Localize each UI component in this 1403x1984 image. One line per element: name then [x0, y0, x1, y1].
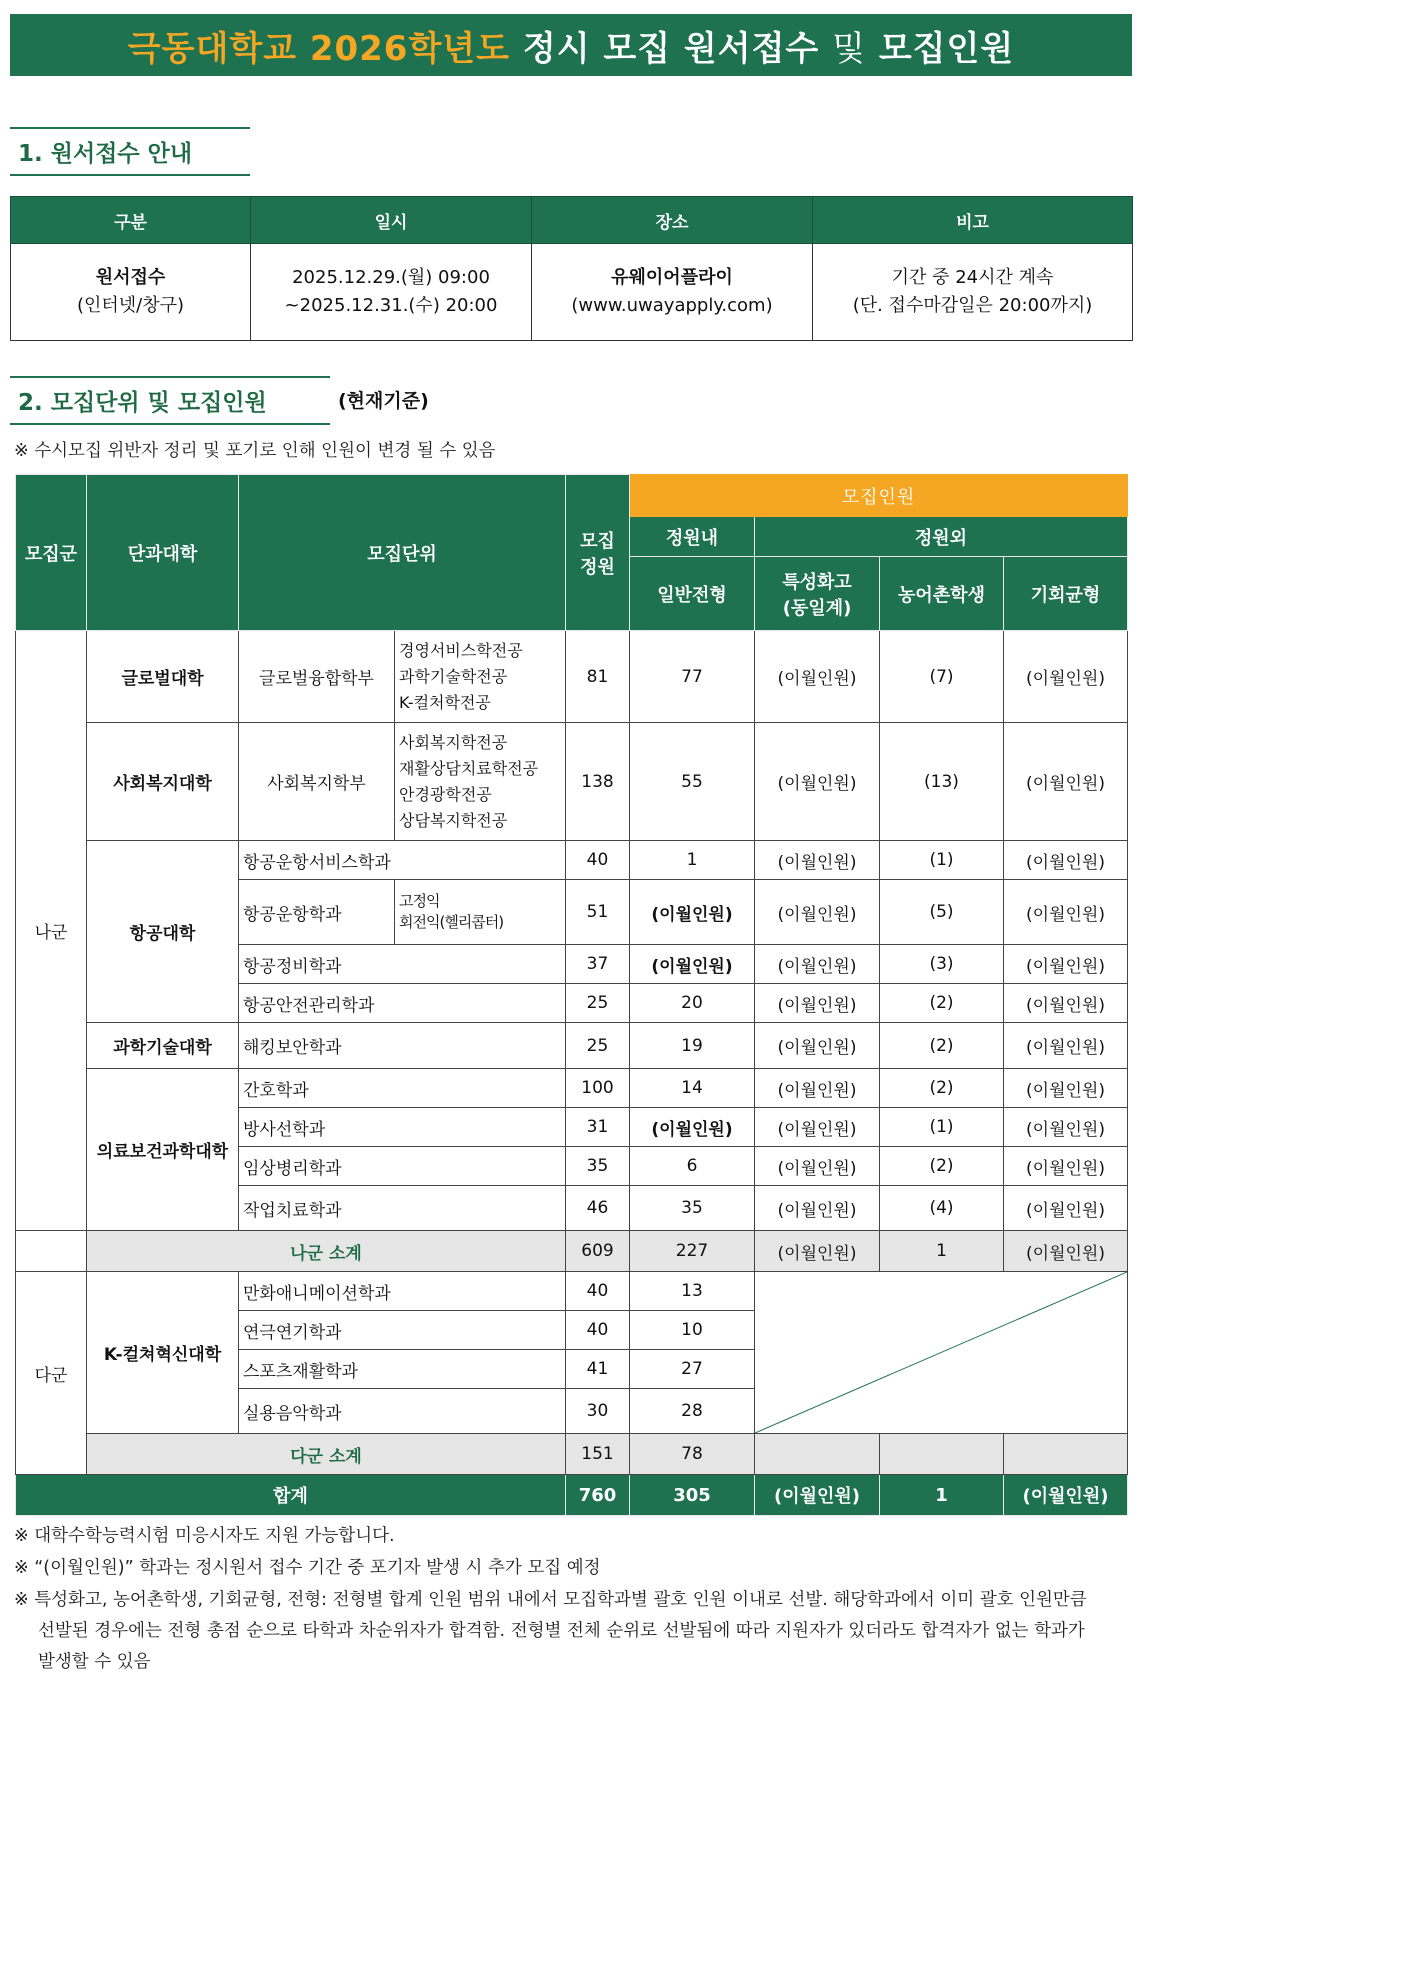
note-line2: (단. 접수마감일은 20:00까지) — [852, 295, 1093, 316]
major-item: 안경광학전공 — [399, 784, 492, 804]
equal-cell: (이월인원) — [1004, 1108, 1128, 1147]
unit-cell: 작업치료학과 — [239, 1186, 566, 1231]
group-da-cell: 다군 — [16, 1272, 87, 1475]
major-item: K-컬처학전공 — [399, 692, 491, 712]
equal-cell: (이월인원) — [1004, 1069, 1128, 1108]
header-special — [755, 557, 880, 631]
quota-cell: 760 — [566, 1475, 630, 1516]
special-cell: (이월인원) — [755, 1023, 880, 1069]
section1-title: 1. 원서접수 안내 — [10, 127, 250, 176]
header-recruit: 모집인원 — [630, 475, 1128, 517]
major-item: 고정익 — [399, 892, 440, 910]
banner-title-and: 및 — [832, 28, 866, 69]
quota-cell: 100 — [566, 1069, 630, 1108]
total-label: 합계 — [16, 1475, 566, 1516]
quota-cell: 40 — [566, 1311, 630, 1350]
rural-cell: (4) — [880, 1186, 1004, 1231]
type-line2: (인터넷/창구) — [76, 295, 185, 316]
major-item: 재활상담치료학전공 — [399, 758, 539, 778]
unit-cell: 항공안전관리학과 — [239, 984, 566, 1023]
major-item: 경영서비스학전공 — [399, 640, 523, 660]
general-cell: (이월인원) — [630, 880, 755, 945]
total-row — [16, 1475, 1128, 1516]
quota-cell: 51 — [566, 880, 630, 945]
note-cell — [813, 244, 1133, 341]
rural-cell: 1 — [880, 1475, 1004, 1516]
special-cell: (이월인원) — [755, 880, 880, 945]
not-applicable-diagonal — [755, 1272, 1128, 1434]
special-cell — [755, 1434, 880, 1475]
quota-cell: 81 — [566, 631, 630, 723]
subtotal-row-da — [16, 1434, 1128, 1475]
quota-cell: 46 — [566, 1186, 630, 1231]
unit-cell: 임상병리학과 — [239, 1147, 566, 1186]
header-equal: 기회균형 — [1004, 557, 1128, 631]
rural-cell: (2) — [880, 1147, 1004, 1186]
table-header-row — [11, 197, 1133, 244]
footnote-3b: 선발된 경우에는 전형 총점 순으로 타학과 차순위자가 합격함. 전형별 전체 순위로 선발됨에 따라 지원자가 있더라도 합격자가 없는 학과가 — [38, 1621, 1085, 1641]
general-cell: 6 — [630, 1147, 755, 1186]
special-cell: (이월인원) — [755, 1147, 880, 1186]
header-quota — [566, 475, 630, 631]
quota-cell: 30 — [566, 1389, 630, 1434]
general-cell: 14 — [630, 1069, 755, 1108]
quota-cell: 31 — [566, 1108, 630, 1147]
rural-cell: (5) — [880, 880, 1004, 945]
note-line1: 기간 중 24시간 계속 — [891, 267, 1054, 288]
rural-cell: (1) — [880, 1108, 1004, 1147]
major-cell — [395, 880, 566, 945]
date-cell — [251, 244, 532, 341]
type-line1: 원서접수 — [95, 267, 166, 288]
unit-cell: 해킹보안학과 — [239, 1023, 566, 1069]
header-place: 장소 — [532, 197, 813, 244]
section2-basis: (현재기준) — [338, 390, 429, 412]
major-cell — [395, 723, 566, 841]
general-cell: 28 — [630, 1389, 755, 1434]
general-cell: (이월인원) — [630, 1108, 755, 1147]
general-cell: (이월인원) — [630, 945, 755, 984]
general-cell: 20 — [630, 984, 755, 1023]
general-cell: 55 — [630, 723, 755, 841]
quota-cell: 40 — [566, 1272, 630, 1311]
banner-title-main: 정시 모집 원서접수 — [522, 28, 820, 69]
unit-cell: 만화애니메이션학과 — [239, 1272, 566, 1311]
college-cell: 항공대학 — [87, 841, 239, 1023]
college-cell: 사회복지대학 — [87, 723, 239, 841]
general-cell: 1 — [630, 841, 755, 880]
major-item: 상담복지학전공 — [399, 810, 508, 830]
unit-cell: 연극연기학과 — [239, 1311, 566, 1350]
header-special-l2: (동일계) — [782, 597, 852, 619]
general-cell: 78 — [630, 1434, 755, 1475]
unit-cell: 항공정비학과 — [239, 945, 566, 984]
special-cell: (이월인원) — [755, 841, 880, 880]
special-cell: (이월인원) — [755, 945, 880, 984]
header-date: 일시 — [251, 197, 532, 244]
header-outside: 정원외 — [755, 517, 1128, 557]
quota-cell: 40 — [566, 841, 630, 880]
equal-cell: (이월인원) — [1004, 1231, 1128, 1272]
table-row — [16, 841, 1128, 880]
equal-cell — [1004, 1434, 1128, 1475]
equal-cell: (이월인원) — [1004, 1023, 1128, 1069]
general-cell: 77 — [630, 631, 755, 723]
banner-title-quota: 모집인원 — [878, 28, 1015, 69]
quota-cell: 609 — [566, 1231, 630, 1272]
unit-cell: 간호학과 — [239, 1069, 566, 1108]
special-cell: (이월인원) — [755, 1231, 880, 1272]
application-info-table — [10, 196, 1133, 341]
group-spacer — [16, 1231, 87, 1272]
header-college: 단과대학 — [87, 475, 239, 631]
quota-cell: 138 — [566, 723, 630, 841]
footnote-1: ※ 대학수학능력시험 미응시자도 지원 가능합니다. — [14, 1526, 395, 1546]
recruitment-table — [15, 474, 1128, 1516]
table-row — [16, 1069, 1128, 1108]
general-cell: 10 — [630, 1311, 755, 1350]
type-cell — [11, 244, 251, 341]
header-within: 정원내 — [630, 517, 755, 557]
table-row — [16, 631, 1128, 723]
footnote-3a: ※ 특성화고, 농어촌학생, 기회균형, 전형: 전형별 합계 인원 범위 내에서 모집학과별 괄호 인원 이내로 선발. 해당학과에서 이미 괄호 인원만큼 — [14, 1590, 1087, 1610]
general-cell: 227 — [630, 1231, 755, 1272]
rural-cell: (2) — [880, 1069, 1004, 1108]
rural-cell: (3) — [880, 945, 1004, 984]
college-cell: 과학기술대학 — [87, 1023, 239, 1069]
header-group: 모집군 — [16, 475, 87, 631]
unit-cell: 글로벌융합학부 — [239, 631, 395, 723]
header-rural: 농어촌학생 — [880, 557, 1004, 631]
special-cell: (이월인원) — [755, 1108, 880, 1147]
special-cell: (이월인원) — [755, 984, 880, 1023]
page-banner — [10, 14, 1132, 76]
equal-cell: (이월인원) — [1004, 1147, 1128, 1186]
subtotal-label: 다군 소계 — [87, 1434, 566, 1475]
unit-cell: 스포츠재활학과 — [239, 1350, 566, 1389]
major-item: 과학기술학전공 — [399, 666, 508, 686]
banner-title-year: 극동대학교 2026학년도 — [127, 28, 510, 69]
rural-cell: (1) — [880, 841, 1004, 880]
header-note: 비고 — [813, 197, 1133, 244]
group-na-cell: 나군 — [16, 631, 87, 1231]
equal-cell: (이월인원) — [1004, 841, 1128, 880]
rural-cell: (2) — [880, 984, 1004, 1023]
section2-pre-note: ※ 수시모집 위반자 정리 및 포기로 인해 인원이 변경 될 수 있음 — [14, 441, 496, 461]
general-cell: 13 — [630, 1272, 755, 1311]
equal-cell: (이월인원) — [1004, 631, 1128, 723]
header-row-1 — [16, 475, 1128, 517]
footnote-2: ※ “(이월인원)” 학과는 정시원서 접수 기간 중 포기자 발생 시 추가 모집 예정 — [14, 1558, 601, 1578]
college-cell: 글로벌대학 — [87, 631, 239, 723]
equal-cell: (이월인원) — [1004, 1186, 1128, 1231]
unit-cell: 항공운항서비스학과 — [239, 841, 566, 880]
general-cell: 305 — [630, 1475, 755, 1516]
table-row — [16, 723, 1128, 841]
quota-cell: 35 — [566, 1147, 630, 1186]
section2-title: 2. 모집단위 및 모집인원 — [10, 376, 330, 425]
special-cell: (이월인원) — [755, 631, 880, 723]
major-item: 회전익(헬리콥터) — [399, 913, 504, 931]
quota-cell: 25 — [566, 984, 630, 1023]
subtotal-row-na — [16, 1231, 1128, 1272]
equal-cell: (이월인원) — [1004, 723, 1128, 841]
equal-cell: (이월인원) — [1004, 1475, 1128, 1516]
rural-cell: 1 — [880, 1231, 1004, 1272]
diagonal-line-icon — [755, 1272, 1127, 1433]
special-cell: (이월인원) — [755, 1186, 880, 1231]
date-line1: 2025.12.29.(월) 09:00 — [292, 267, 490, 288]
unit-cell: 사회복지학부 — [239, 723, 395, 841]
equal-cell: (이월인원) — [1004, 984, 1128, 1023]
place-cell — [532, 244, 813, 341]
rural-cell: (7) — [880, 631, 1004, 723]
header-general: 일반전형 — [630, 557, 755, 631]
place-line1: 유웨이어플라이 — [611, 267, 733, 288]
rural-cell: (2) — [880, 1023, 1004, 1069]
special-cell: (이월인원) — [755, 1475, 880, 1516]
unit-cell: 항공운항학과 — [239, 880, 395, 945]
header-unit: 모집단위 — [239, 475, 566, 631]
general-cell: 35 — [630, 1186, 755, 1231]
quota-cell: 37 — [566, 945, 630, 984]
major-item: 사회복지학전공 — [399, 732, 508, 752]
quota-cell: 151 — [566, 1434, 630, 1475]
general-cell: 19 — [630, 1023, 755, 1069]
special-cell: (이월인원) — [755, 1069, 880, 1108]
college-cell: K-컬쳐혁신대학 — [87, 1272, 239, 1434]
header-quota-l2: 정원 — [580, 556, 615, 578]
rural-cell — [880, 1434, 1004, 1475]
unit-cell: 실용음악학과 — [239, 1389, 566, 1434]
quota-cell: 41 — [566, 1350, 630, 1389]
table-row — [16, 1272, 1128, 1311]
rural-cell: (13) — [880, 723, 1004, 841]
unit-cell: 방사선학과 — [239, 1108, 566, 1147]
header-type: 구분 — [11, 197, 251, 244]
general-cell: 27 — [630, 1350, 755, 1389]
table-row — [11, 244, 1133, 341]
subtotal-label: 나군 소계 — [87, 1231, 566, 1272]
special-cell: (이월인원) — [755, 723, 880, 841]
equal-cell: (이월인원) — [1004, 880, 1128, 945]
footnote-3c: 발생할 수 있음 — [38, 1652, 151, 1672]
date-line2: ~2025.12.31.(수) 20:00 — [284, 295, 498, 316]
college-cell: 의료보건과학대학 — [87, 1069, 239, 1231]
equal-cell: (이월인원) — [1004, 945, 1128, 984]
major-cell — [395, 631, 566, 723]
header-quota-l1: 모집 — [580, 530, 615, 552]
header-special-l1: 특성화고 — [782, 571, 852, 593]
place-line2: (www.uwayapply.com) — [571, 295, 773, 316]
table-row — [16, 1023, 1128, 1069]
quota-cell: 25 — [566, 1023, 630, 1069]
